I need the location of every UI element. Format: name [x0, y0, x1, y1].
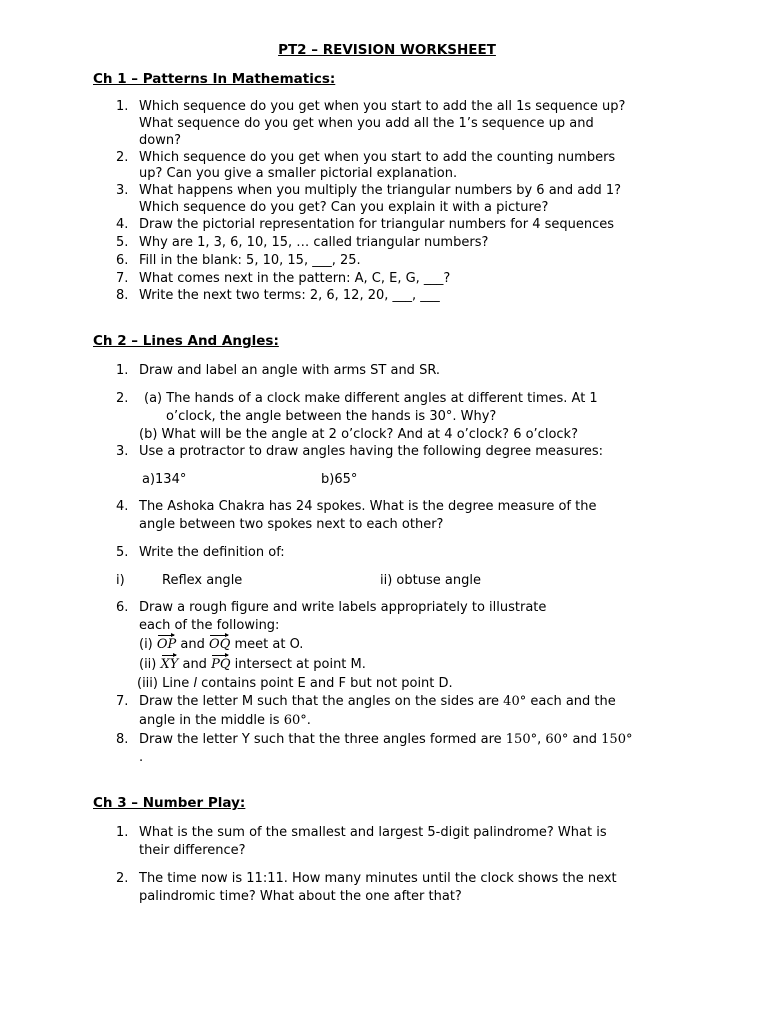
ch2-q5-item-i-marker: i): [116, 573, 125, 588]
ch2-q7-line1: [139, 693, 616, 710]
q8-angle-150-b: 150°: [601, 732, 633, 747]
ch2-q6-item-iii: [137, 675, 453, 692]
chapter-3-heading: Ch 3 – Number Play:: [93, 795, 246, 811]
ch2-q7-number: 7.: [116, 694, 129, 709]
q7-l2-suffix: .: [306, 713, 311, 728]
item-i-suffix: meet at O.: [230, 637, 304, 652]
ch1-q1-line3: down?: [139, 133, 181, 148]
ch2-q6-line1: Draw a rough figure and write labels appropriately to illustrate: [139, 600, 547, 615]
ch2-q2-line3: (b) What will be the angle at 2 o’clock? And at 4 o’clock? 6 o’clock?: [139, 427, 578, 442]
ch1-q5-line1: Why are 1, 3, 6, 10, 15, … called triangular numbers?: [139, 235, 489, 250]
ch1-q1-line2: What sequence do you get when you add all the 1’s sequence up and: [139, 116, 594, 131]
ch2-q1-line1: Draw and label an angle with arms ST and SR.: [139, 363, 441, 378]
item-ii-suffix: intersect at point M.: [230, 657, 366, 672]
ch2-q7-line2: [139, 712, 311, 729]
ch2-q1-number: 1.: [116, 363, 129, 378]
ch2-q6-line2: each of the following:: [139, 618, 280, 633]
item-i-and: and: [176, 637, 210, 652]
ch2-q3-line1: Use a protractor to draw angles having the following degree measures:: [139, 444, 604, 459]
ch1-q5-number: 5.: [116, 235, 129, 250]
ch2-q5-item-i-text: Reflex angle: [162, 573, 243, 588]
q7-angle-60: 60°: [283, 713, 307, 728]
q7-l1-suffix: each and the: [526, 694, 616, 709]
ch1-q2-number: 2.: [116, 150, 129, 165]
ch1-q2-line1: Which sequence do you get when you start to add the counting numbers: [139, 150, 616, 165]
ch3-q1-line2: their difference?: [139, 843, 246, 858]
ch1-q7-line1: What comes next in the pattern: A, C, E, G, ___?: [139, 271, 451, 286]
ch1-q2-line2: up? Can you give a smaller pictorial explanation.: [139, 166, 458, 181]
item-iii-suffix: contains point E and F but not point D.: [196, 676, 453, 691]
ch1-q4-line1: Draw the pictorial representation for triangular numbers for 4 sequences: [139, 217, 615, 232]
ch2-q6-item-ii: [139, 656, 366, 673]
ch1-q8-line1: Write the next two terms: 2, 6, 12, 20, ___, ___: [139, 288, 440, 303]
ch2-q3-option-b: b)65°: [321, 472, 358, 487]
q8-sep-comma: ,: [537, 732, 546, 747]
ch2-q2-line2: o’clock, the angle between the hands is 30°. Why?: [166, 409, 497, 424]
item-i-prefix: (i): [139, 637, 157, 652]
q8-angle-150-a: 150°: [505, 732, 538, 747]
line-xy-vector: XY: [160, 657, 179, 672]
ch2-q5-item-ii: ii) obtuse angle: [380, 573, 481, 588]
q8-sep-and: and: [568, 732, 602, 747]
ch2-q8-line2: .: [139, 750, 144, 765]
ray-op-vector: OP: [156, 637, 177, 652]
chapter-2-heading: Ch 2 – Lines And Angles:: [93, 333, 279, 349]
ch2-q6-number: 6.: [116, 600, 129, 615]
ch1-q6-number: 6.: [116, 253, 129, 268]
ch2-q8-line1: [139, 731, 632, 748]
chapter-1-heading: Ch 1 – Patterns In Mathematics:: [93, 71, 336, 87]
ch3-q2-number: 2.: [116, 871, 129, 886]
q8-l1-text: Draw the letter Y such that the three angles formed are: [139, 732, 506, 747]
ch2-q3-option-a: a)134°: [142, 472, 187, 487]
ch2-q5-line1: Write the definition of:: [139, 545, 285, 560]
item-ii-prefix: (ii): [139, 657, 161, 672]
item-iii-prefix: (iii) Line: [137, 676, 194, 691]
ch2-q6-item-i: [139, 636, 303, 653]
ch1-q8-number: 8.: [116, 288, 129, 303]
ch3-q1-line1: What is the sum of the smallest and largest 5-digit palindrome? What is: [139, 825, 607, 840]
ch1-q6-line1: Fill in the blank: 5, 10, 15, ___, 25.: [139, 253, 361, 268]
ray-oq-vector: OQ: [209, 637, 231, 652]
ch2-q4-line2: angle between two spokes next to each other?: [139, 517, 444, 532]
line-pq-vector: PQ: [211, 657, 231, 672]
ch3-q1-number: 1.: [116, 825, 129, 840]
ch2-q5-number: 5.: [116, 545, 129, 560]
q7-l2-text: angle in the middle is: [139, 713, 284, 728]
ch3-q2-line1: The time now is 11:11. How many minutes until the clock shows the next: [139, 871, 617, 886]
ch1-q1-number: 1.: [116, 99, 129, 114]
q8-angle-60: 60°: [545, 732, 569, 747]
ch2-q4-line1: The Ashoka Chakra has 24 spokes. What is the degree measure of the: [139, 499, 597, 514]
ch1-q3-line2: Which sequence do you get? Can you explain it with a picture?: [139, 200, 549, 215]
line-l-label: l: [193, 676, 197, 691]
ch2-q4-number: 4.: [116, 499, 129, 514]
ch2-q2-number: 2.: [116, 391, 129, 406]
ch2-q2-line1: (a) The hands of a clock make different angles at different times. At 1: [144, 391, 598, 406]
ch2-q3-number: 3.: [116, 444, 129, 459]
item-ii-and: and: [178, 657, 212, 672]
worksheet-title: PT2 – REVISION WORKSHEET: [278, 42, 496, 58]
q7-l1-text: Draw the letter M such that the angles on the sides are: [139, 694, 504, 709]
ch1-q7-number: 7.: [116, 271, 129, 286]
ch2-q8-number: 8.: [116, 732, 129, 747]
ch1-q1-line1: Which sequence do you get when you start to add the all 1s sequence up?: [139, 99, 626, 114]
ch1-q3-number: 3.: [116, 183, 129, 198]
ch3-q2-line2: palindromic time? What about the one after that?: [139, 889, 462, 904]
ch1-q4-number: 4.: [116, 217, 129, 232]
ch1-q3-line1: What happens when you multiply the triangular numbers by 6 and add 1?: [139, 183, 622, 198]
q7-angle-40: 40°: [503, 694, 527, 709]
